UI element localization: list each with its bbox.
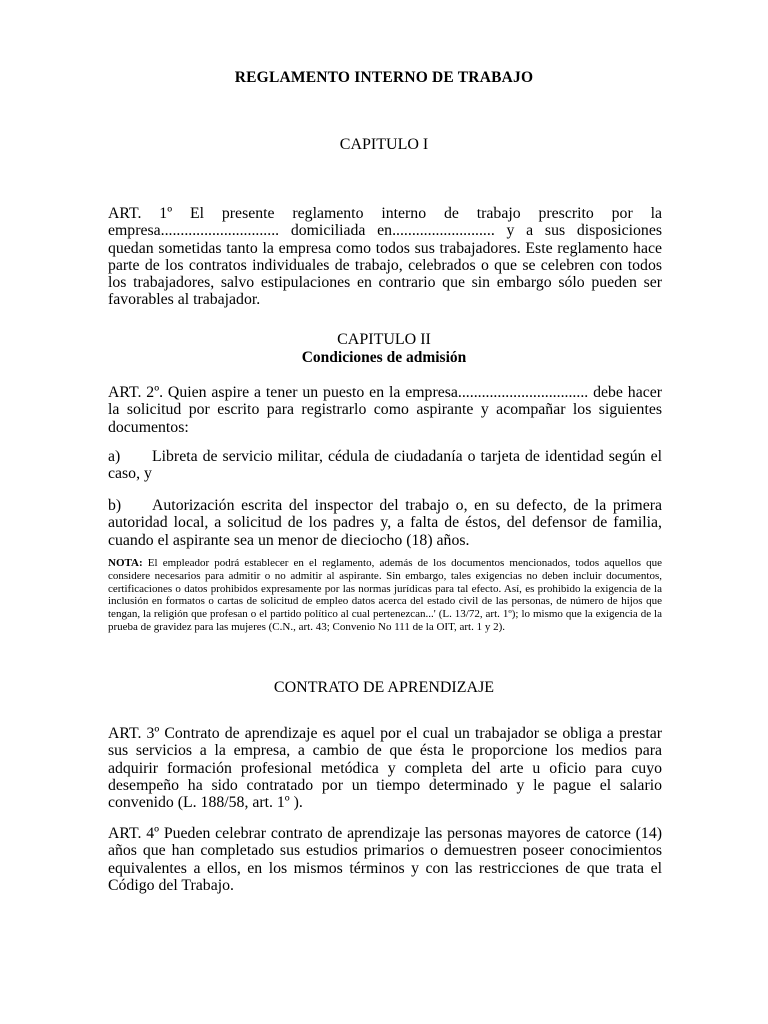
list-item-b-text: Autorización escrita del inspector del trabajo o, en su defecto, de la primera autoridad local, a solicitud de los padres y, a falta de éstos, del defensor de familia, cuando el aspirante sea un menor de dieciocho (18) años. (108, 497, 662, 549)
list-item-b (108, 497, 662, 549)
chapter-2-heading: CAPITULO II (337, 331, 431, 348)
note-block (108, 557, 662, 634)
article-1: ART. 1º El presente reglamento interno de trabajo prescrito por la empresa.............................. domiciliada en.......................... y a sus disposiciones quedan sometidas tanto la empresa como todos sus trabajadores. Este reglamento hace parte de los contratos individuales de trabajo, celebrados o que se celebren con todos los trabajadores, salvo estipulaciones en contrario que sin embargo sólo pueden ser favorables al trabajador. (108, 205, 662, 309)
chapter-1-heading: CAPITULO I (339, 136, 429, 153)
chapter-2-subtitle: Condiciones de admisión (301, 349, 467, 366)
article-4: ART. 4º Pueden celebrar contrato de aprendizaje las personas mayores de catorce (14) años que han completado sus estudios primarios o demuestren poseer conocimientos equivalentes a ellos, en los mismos términos y con las restricciones de que trata el Código del Trabajo. (108, 825, 662, 894)
contrato-heading: CONTRATO DE APRENDIZAJE (273, 679, 495, 696)
note-label: NOTA: (108, 557, 143, 569)
document-title: REGLAMENTO INTERNO DE TRABAJO (234, 69, 534, 86)
list-item-a (108, 448, 662, 483)
article-3: ART. 3º Contrato de aprendizaje es aquel por el cual un trabajador se obliga a prestar sus servicios a la empresa, a cambio de que ésta le proporcione los medios para adquirir formación profesional metódica y completa del arte u oficio para cuyo desempeño ha sido contratado por un tiempo determinado y le pague el salario convenido (L. 188/58, art. 1º ). (108, 725, 662, 812)
list-item-a-label: a) (108, 448, 121, 465)
list-item-a-text: Libreta de servicio militar, cédula de ciudadanía o tarjeta de identidad según el caso, y (108, 448, 662, 483)
note-text: El empleador podrá establecer en el reglamento, además de los documentos mencionados, todos aquellos que considere necesarios para admitir o no admitir al aspirante. Sin embargo, tales exigencias no deben incluir documentos, certificaciones o datos prohibidos expresamente por las normas jurídicas para tal efecto. Así, es prohibido la exigencia de la inclusión en formatos o cartas de solicitud de empleo datos acerca del estado civil de las personas, de número de hijos que tengan, la religión que profesan o el partido político al cual pertenezcan...' (L. 13/72, art. 1º); lo mismo que la exigencia de la prueba de gravidez para las mujeres (C.N., art. 43; Convenio No 111 de la OIT, art. 1 y 2). (108, 557, 662, 633)
list-item-b-label: b) (108, 497, 122, 514)
article-2: ART. 2º. Quien aspire a tener un puesto en la empresa................................. debe hacer la solicitud por escrito para registrarlo como aspirante y acompañar los siguientes documentos: (108, 384, 662, 436)
